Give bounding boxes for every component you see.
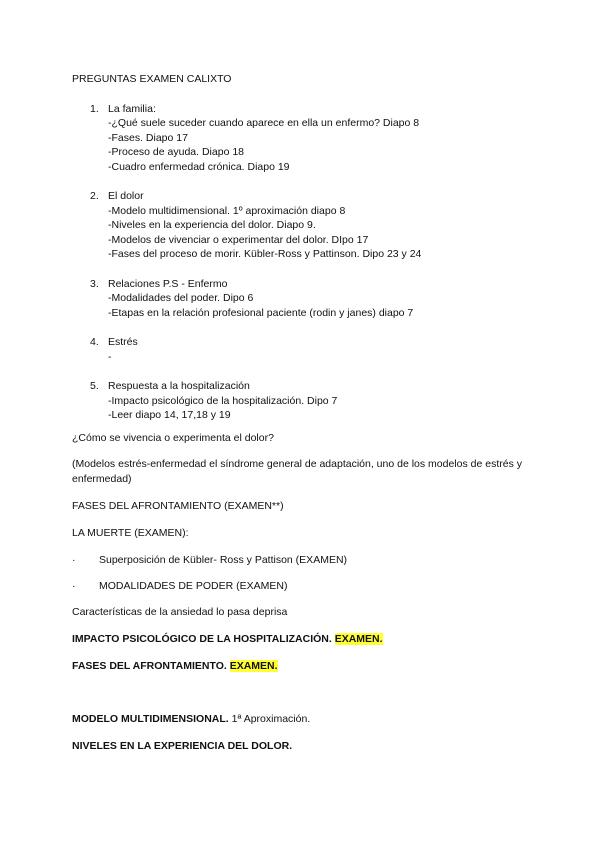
section-3-number: 3. — [90, 278, 99, 290]
la-muerte-heading: LA MUERTE (EXAMEN): — [72, 527, 189, 539]
section-4-number: 4. — [90, 336, 99, 348]
modelo-aprox: 1ª Aproximación. — [231, 713, 311, 725]
section-3-title: Relaciones P.S - Enfermo — [108, 278, 228, 290]
section-5-number: 5. — [90, 380, 99, 392]
section-1-title: La familia: — [108, 103, 156, 115]
section-5-item: -Impacto psicológico de la hospitalización. Dipo 7 — [108, 395, 338, 407]
section-1-number: 1. — [90, 103, 99, 115]
impacto-text: IMPACTO PSICOLÓGICO DE LA HOSPITALIZACIÓN. — [72, 633, 335, 645]
section-2-item: -Fases del proceso de morir. Kübler-Ross y Pattinson. Dipo 23 y 24 — [108, 248, 422, 260]
section-2-title: El dolor — [108, 190, 144, 202]
ansiedad-note: Características de la ansiedad lo pasa deprisa — [72, 606, 288, 618]
section-5-title: Respuesta a la hospitalización — [108, 380, 250, 392]
bullet-mark: · — [72, 580, 76, 592]
fases-afrontamiento-heading: FASES DEL AFRONTAMIENTO (EXAMEN**) — [72, 500, 284, 512]
section-1-item: -Cuadro enfermedad crónica. Diapo 19 — [108, 161, 290, 173]
fases-text: FASES DEL AFRONTAMIENTO. — [72, 660, 230, 672]
section-4-title: Estrés — [108, 336, 138, 348]
modelo-text: MODELO MULTIDIMENSIONAL. — [72, 713, 232, 725]
bullet-text: MODALIDADES DE PODER (EXAMEN) — [99, 580, 288, 592]
section-5-item: -Leer diapo 14, 17,18 y 19 — [108, 409, 231, 421]
section-4-item: - — [108, 351, 112, 363]
section-2-item: -Modelo multidimensional. 1º aproximación diapo 8 — [108, 205, 346, 217]
fases-heading — [72, 660, 278, 673]
bullet-text: Superposición de Kübler- Ross y Pattison (EXAMEN) — [99, 554, 348, 566]
section-3-item: -Modalidades del poder. Dipo 6 — [108, 292, 254, 304]
section-3-item: -Etapas en la relación profesional paciente (rodin y janes) diapo 7 — [108, 307, 414, 319]
modelo-heading — [72, 713, 310, 726]
section-2-item: -Modelos de vivenciar o experimentar del dolor. DIpo 17 — [108, 234, 369, 246]
section-2-item: -Niveles en la experiencia del dolor. Diapo 9. — [108, 219, 316, 231]
examen-highlight: EXAMEN. — [229, 660, 278, 672]
section-1-item: -¿Qué suele suceder cuando aparece en ella un enfermo? Diapo 8 — [108, 117, 420, 129]
note-modelos: (Modelos estrés-enfermedad el síndrome general de adaptación, uno de los modelos de estrés y enfermedad) — [72, 458, 523, 485]
section-2-number: 2. — [90, 190, 99, 202]
doc-title: PREGUNTAS EXAMEN CALIXTO — [72, 73, 232, 85]
impacto-heading — [72, 633, 383, 646]
examen-highlight: EXAMEN. — [334, 633, 383, 645]
section-1-item: -Fases. Diapo 17 — [108, 132, 188, 144]
question-dolor: ¿Cómo se vivencia o experimenta el dolor? — [72, 432, 274, 444]
section-1-item: -Proceso de ayuda. Diapo 18 — [108, 146, 245, 158]
niveles-heading: NIVELES EN LA EXPERIENCIA DEL DOLOR. — [72, 740, 293, 752]
bullet-mark: · — [72, 554, 76, 566]
